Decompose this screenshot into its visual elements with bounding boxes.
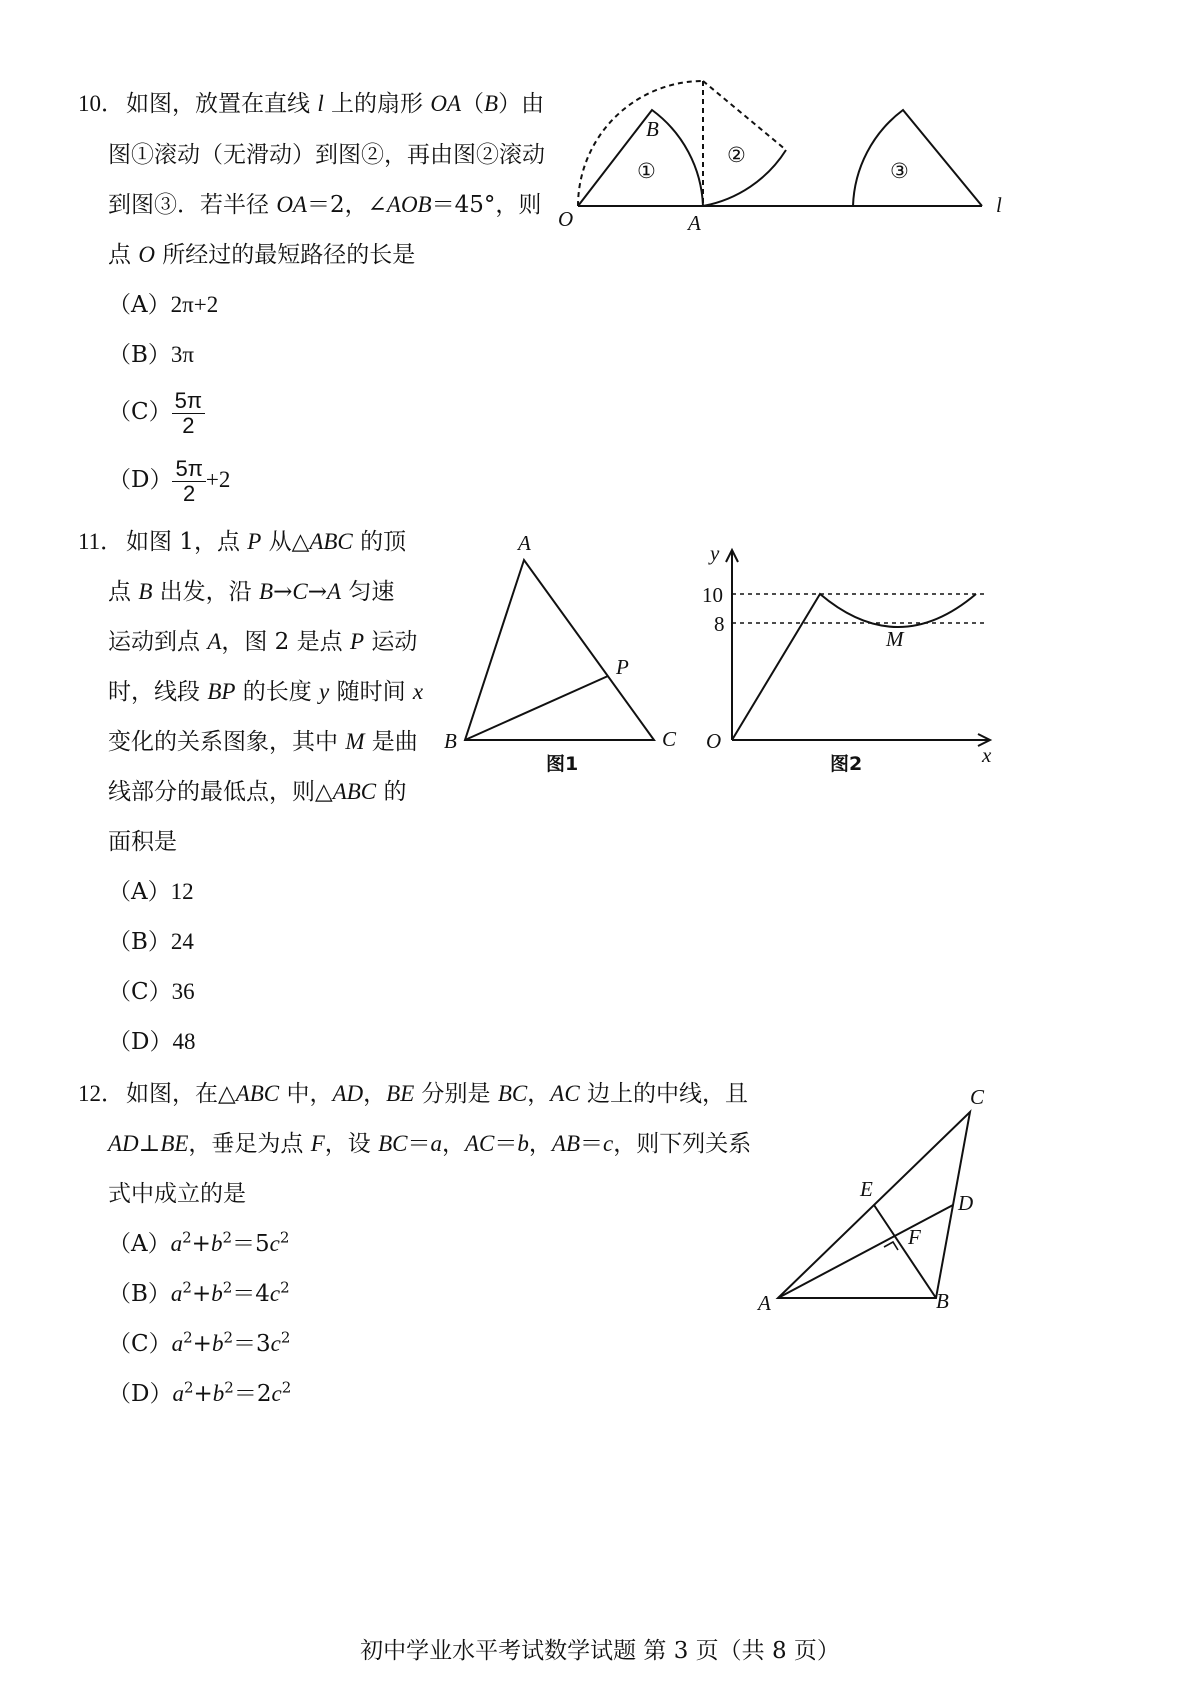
q12-option-c[interactable]: $(C)a^2+b^2=3c^2$ <box>108 1328 291 1357</box>
text-segment: 匀速 <box>341 579 395 605</box>
math-variable: AC <box>465 1131 495 1156</box>
label-c: C <box>662 727 677 751</box>
text-segment: 面积是 <box>108 829 177 855</box>
option-text: 24 <box>170 929 194 954</box>
graph-curve <box>732 594 976 740</box>
math-variable: BC <box>378 1131 408 1156</box>
q10-option-b[interactable] <box>108 340 194 370</box>
option-tag: （C） <box>108 979 172 1005</box>
option-text: 2π+2 <box>170 292 219 317</box>
q10-stem-line-2 <box>108 140 545 170</box>
q10-option-c[interactable] <box>108 384 205 440</box>
option-text: 3π <box>170 342 195 367</box>
math-variable: AD <box>332 1081 364 1106</box>
label-y: y <box>710 541 720 565</box>
q12-figure <box>750 1080 1010 1330</box>
q12-option-a[interactable]: $(A)a^2+b^2=5c^2$ <box>108 1228 290 1257</box>
page-footer: 初中学业水平考试数学试题 第 3 页（共 8 页） <box>360 1638 840 1664</box>
text-segment: ＝ <box>494 1131 518 1157</box>
fraction <box>172 457 205 506</box>
text-segment: → <box>307 579 327 605</box>
text-segment: 到图③．若半径 <box>108 192 277 218</box>
q12-stem-line-2 <box>108 1129 751 1159</box>
option-tag: （D） <box>108 467 173 493</box>
math-variable: AB <box>551 1131 580 1156</box>
label-e: E <box>860 1177 873 1201</box>
text-segment: ， <box>363 1081 387 1107</box>
math-variable: l <box>317 91 324 116</box>
math-variable: b <box>517 1131 529 1156</box>
sector-1 <box>578 110 703 206</box>
q11-stem-line-4 <box>108 677 423 707</box>
text-segment: → <box>273 579 293 605</box>
q10-figure <box>550 80 1030 240</box>
math-variable: P <box>349 629 365 654</box>
math-variable: ABC <box>332 779 377 804</box>
math-variable: OA <box>430 91 461 116</box>
q12-option-b[interactable]: $(B)a^2+b^2=4c^2$ <box>108 1278 290 1307</box>
text-segment: ， <box>528 1131 552 1157</box>
q10-stem-line-1 <box>126 89 544 119</box>
math-variable: OA <box>276 192 307 217</box>
text-segment: 时，线段 <box>108 679 208 705</box>
text-segment: 的顶 <box>352 529 407 555</box>
right-angle-mark <box>884 1242 898 1250</box>
option-coefficient: 3 <box>255 1331 271 1357</box>
option-tag: （A） <box>108 1231 171 1257</box>
label-p: P <box>616 655 629 679</box>
label-x: x <box>982 743 992 767</box>
label-b: B <box>936 1289 949 1313</box>
text-segment: 是曲 <box>364 729 418 755</box>
label-f: F <box>908 1225 921 1249</box>
text-segment: ＝ <box>580 1131 603 1157</box>
label-circle-3: ③ <box>890 159 909 183</box>
text-segment: ，则下列关系 <box>613 1131 752 1157</box>
q11-stem-line-1 <box>126 527 406 557</box>
option-coefficient: 4 <box>255 1281 270 1307</box>
math-variable: AOB <box>386 192 432 217</box>
caption-figure-1: 图1 <box>546 753 579 775</box>
option-tag: （C） <box>108 399 172 425</box>
text-segment: ＝2，∠ <box>306 192 387 218</box>
label-a: A <box>518 531 531 555</box>
q11-figure-1 <box>440 530 690 780</box>
q10-option-d[interactable] <box>108 452 230 508</box>
q12-option-d[interactable]: $(D)a^2+b^2=2c^2$ <box>108 1378 292 1407</box>
q11-stem-line-5 <box>108 727 418 757</box>
math-variable: B <box>484 91 499 116</box>
math-variable: AC <box>550 1081 580 1106</box>
q11-stem-line-2 <box>108 577 394 607</box>
text-segment: ，垂足为点 <box>188 1131 311 1157</box>
q10-option-a[interactable] <box>108 290 218 320</box>
math-variable: BC <box>497 1081 528 1106</box>
label-d: D <box>958 1191 974 1215</box>
label-l: l <box>996 193 1002 217</box>
option-tag: （D） <box>108 1381 173 1407</box>
text-segment: 线部分的最低点，则△ <box>108 779 333 805</box>
math-variable: A <box>326 579 342 604</box>
text-segment: 出发，沿 <box>152 579 259 605</box>
text-segment: 的长度 <box>235 679 320 705</box>
text-segment: 如图，放置在直线 <box>126 91 318 117</box>
option-text: 36 <box>171 979 195 1004</box>
option-suffix: +2 <box>205 467 231 492</box>
math-variable: BP <box>207 679 236 704</box>
text-segment: ， <box>527 1081 551 1107</box>
math-variable: F <box>310 1131 325 1156</box>
text-segment: 中， <box>279 1081 333 1107</box>
q12-stem-line-3 <box>108 1179 246 1209</box>
label-circle-1: ① <box>637 159 656 183</box>
q11-option-b[interactable] <box>108 927 194 957</box>
label-b: B <box>646 117 659 141</box>
numerator: 5π <box>172 389 205 414</box>
text-segment: （ <box>461 91 484 117</box>
text-segment: 从△ <box>261 529 310 555</box>
option-tag: （D） <box>108 1029 173 1055</box>
math-variable: B <box>259 579 274 604</box>
option-tag: （B） <box>108 342 171 368</box>
text-segment: 如图，在△ <box>126 1081 236 1107</box>
text-segment: ）由 <box>498 91 545 117</box>
label-c: C <box>970 1085 985 1109</box>
option-tag: （B） <box>108 1281 171 1307</box>
text-segment: 图①滚动（无滑动）到图②，再由图②滚动 <box>108 142 545 168</box>
q11-stem-line-6 <box>108 777 406 807</box>
text-segment: 随时间 <box>329 679 413 705</box>
option-tag: （B） <box>108 929 171 955</box>
q11-option-c[interactable] <box>108 977 195 1007</box>
label-b: B <box>444 729 457 753</box>
dashed-slant <box>703 81 786 150</box>
option-text: 48 <box>172 1029 196 1054</box>
label-circle-2: ② <box>727 143 746 167</box>
q11-figure-2 <box>690 530 1010 780</box>
tick-10: 10 <box>702 583 723 607</box>
math-variable: y <box>319 679 330 704</box>
text-segment: 点 <box>108 242 139 268</box>
math-variable: P <box>247 529 262 554</box>
label-o: O <box>706 729 722 753</box>
math-variable: B <box>138 579 153 604</box>
text-segment: 式中成立的是 <box>108 1181 246 1207</box>
math-variable: AD <box>108 1131 139 1156</box>
option-tag: （A） <box>108 879 171 905</box>
math-variable: C <box>292 579 308 604</box>
label-m: M <box>886 627 904 651</box>
option-tag: （A） <box>108 292 171 318</box>
q10-number: 10． <box>78 91 124 116</box>
math-variable: BE <box>160 1131 189 1156</box>
math-variable: BE <box>386 1081 415 1106</box>
text-segment: 分别是 <box>414 1081 498 1107</box>
option-coefficient: 2 <box>256 1381 272 1407</box>
q12-number: 12． <box>78 1081 124 1106</box>
text-segment: 的 <box>376 779 407 805</box>
text-segment: ， <box>442 1131 465 1157</box>
label-a: A <box>688 211 701 235</box>
q11-option-a[interactable] <box>108 877 194 907</box>
q11-option-d[interactable] <box>108 1027 195 1057</box>
option-text: 12 <box>170 879 194 904</box>
math-variable: M <box>345 729 365 754</box>
text-segment: ＝ <box>407 1131 431 1157</box>
denominator: 2 <box>183 480 196 506</box>
text-segment: 点 <box>108 579 139 605</box>
math-variable: O <box>138 242 155 267</box>
text-segment: ，图 2 是点 <box>221 629 350 655</box>
q10-stem-line-4 <box>108 240 415 270</box>
q10-stem-line-3 <box>108 190 541 220</box>
sector-3 <box>853 110 982 206</box>
text-segment: 运动 <box>364 629 418 655</box>
text-segment: ＝45°，则 <box>431 192 542 218</box>
q11-number: 11． <box>78 529 124 554</box>
text-segment: 变化的关系图象，其中 <box>108 729 346 755</box>
option-tag: （C） <box>108 1331 172 1357</box>
text-segment: ，设 <box>324 1131 379 1157</box>
option-coefficient: 5 <box>255 1231 270 1257</box>
numerator: 5π <box>172 457 205 482</box>
denominator: 2 <box>182 412 195 438</box>
math-variable: c <box>603 1131 614 1156</box>
text-segment: 运动到点 <box>108 629 208 655</box>
q11-stem-line-7 <box>108 827 177 857</box>
label-o: O <box>558 207 574 231</box>
math-variable: ABC <box>309 529 353 554</box>
triangle-abc <box>465 560 654 740</box>
text-segment: 所经过的最短路径的长是 <box>154 242 416 268</box>
label-a: A <box>758 1291 771 1315</box>
caption-figure-2: 图2 <box>830 753 863 775</box>
math-variable: x <box>412 679 424 704</box>
q12-stem-line-1 <box>126 1079 748 1109</box>
fraction <box>172 389 205 438</box>
tick-8: 8 <box>714 612 725 636</box>
text-segment: 上的扇形 <box>323 91 431 117</box>
math-variable: ABC <box>235 1081 280 1106</box>
text-segment: 边上的中线，且 <box>579 1081 748 1107</box>
math-variable: a <box>430 1131 442 1156</box>
text-segment: ⊥ <box>138 1131 161 1157</box>
text-segment: 如图 1，点 <box>126 529 248 555</box>
math-variable: A <box>207 629 222 654</box>
segment-bp <box>465 676 608 740</box>
q11-stem-line-3 <box>108 627 417 657</box>
